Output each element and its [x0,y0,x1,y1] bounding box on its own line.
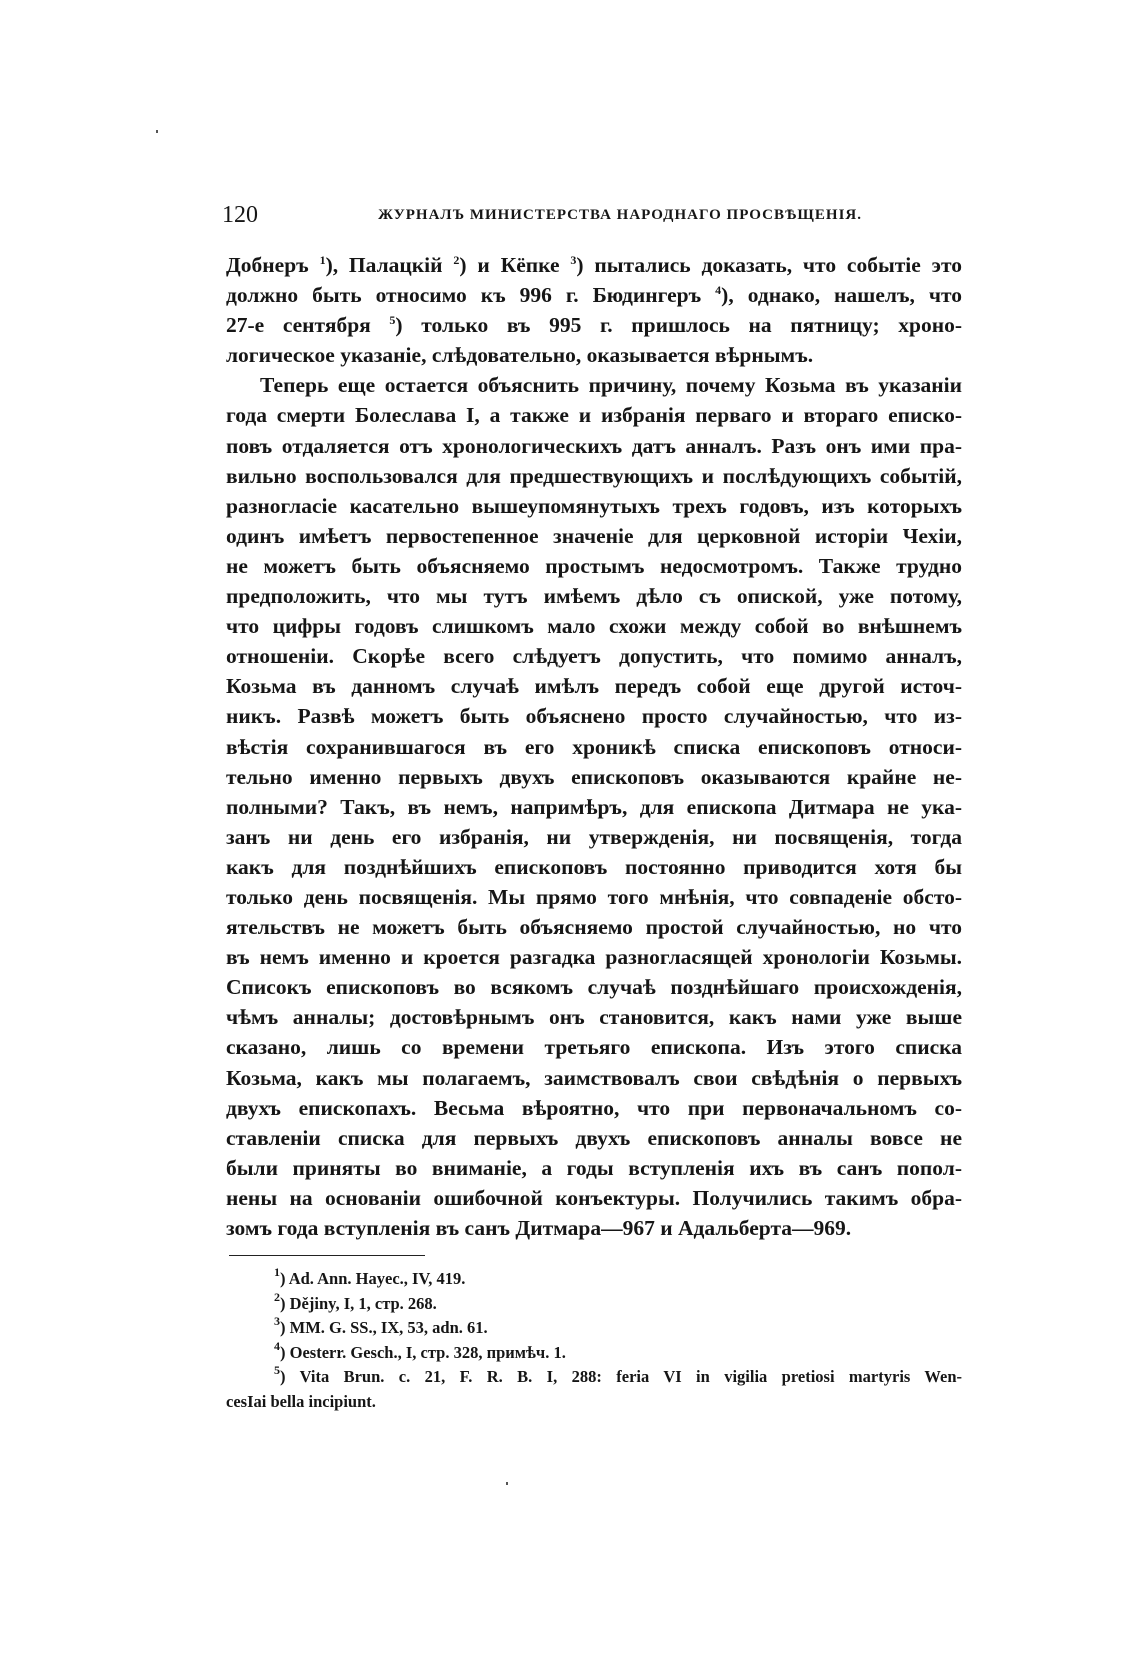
running-title: ЖУРНАЛЪ МИНИСТЕРСТВА НАРОДНАГО ПРОСВѢЩЕНІЯ. [378,207,862,223]
text-segment: Козьма, какъ мы полагаемъ, заимствовалъ свои свѣдѣнія о первыхъ [226,1065,962,1090]
text-line [226,581,962,611]
footnote [226,1390,962,1415]
text-line [226,1093,962,1123]
footnote-ref: 1 [319,253,326,267]
text-segment: тельно именно первыхъ двухъ епископовъ оказываются крайне не- [226,764,962,789]
text-line [226,701,962,731]
text-line [226,1213,962,1243]
text-line [226,1123,962,1153]
text-segment: только день посвященія. Мы прямо того мнѣнія, что совпаденіе обсто- [226,884,962,909]
footnote [226,1365,962,1390]
footnote-ref: 2 [453,253,460,267]
text-line [226,1183,962,1213]
footnotes [226,1267,962,1414]
text-line [226,431,962,461]
scan-speck [156,130,158,133]
text-segment: Теперь еще остается объяснить причину, почему Козьма въ указаніи [260,373,962,398]
page-header [222,200,862,230]
text-line [226,340,962,370]
text-line [226,400,962,430]
text-line [226,611,962,641]
text-segment: полными? Такъ, въ немъ, напримѣръ, для епископа Дитмара не ука- [226,794,962,819]
text-line [226,762,962,792]
text-segment: что цифры годовъ слишкомъ мало схожи между собой во внѣшнемъ [226,614,962,639]
footnote-number: 1 [274,1265,280,1279]
text-line [226,1032,962,1062]
footnote-separator [229,1255,425,1256]
scan-speck [506,1482,508,1485]
text-segment: ) только въ 995 г. пришлось на пятницу; хроно- [395,313,962,338]
text-segment: ), Палацкій [325,253,454,277]
text-segment: ), однако, нашелъ, что [721,283,962,308]
text-segment: Добнеръ [226,253,320,277]
text-segment: вильно воспользовался для предшествующихъ и послѣдующихъ событій, [226,463,962,488]
text-segment: повъ отдаляется отъ хронологическихъ датъ анналъ. Разъ онъ ими пра- [226,433,962,458]
text-segment: Списокъ епископовъ во всякомъ случаѣ позднѣйшаго происхожденія, [226,975,962,1000]
text-segment: вѣстія сохранившагося въ его хроникѣ списка епископовъ относи- [226,734,962,759]
footnote-number: 4 [274,1338,280,1353]
text-line [226,732,962,762]
footnote-text: ) Vita Brun. c. 21, F. R. B. I, 288: feria VI in vigilia pretiosi martyris Wen- [280,1367,962,1386]
text-segment: сказано, лишь со времени третьяго епископа. Изъ этого списка [226,1035,962,1060]
footnote-ref: 3 [570,253,577,267]
text-segment: ) пытались доказать, что событіе это [576,253,962,277]
text-segment: ) и Кёпке [459,253,571,277]
footnote-text: cesIai bella incipiunt. [226,1391,376,1411]
text-segment: никъ. Развѣ можетъ быть объяснено просто случайностью, что из- [226,704,962,729]
footnote-number: 3 [274,1314,280,1328]
text-line [226,822,962,852]
footnote-ref: 4 [715,283,722,298]
text-line [226,942,962,972]
footnote-text: ) Ad. Ann. Hayec., IV, 419. [280,1269,466,1288]
text-line [226,250,962,280]
text-segment: отношеніи. Скорѣе всего слѣдуетъ допустить, что помимо анналъ, [226,644,962,669]
text-segment: 27-е сентября [226,313,390,338]
text-line [226,912,962,942]
footnote-number: 2 [274,1289,280,1304]
footnote-text: ) MM. G. SS., IX, 53, adn. 61. [280,1318,488,1337]
text-segment: зомъ года вступленія въ санъ Дитмара—967 и Адальберта—969. [226,1216,852,1240]
text-segment: ятельствъ не можетъ быть объясняемо простой случайностью, но что [226,915,962,940]
text-segment: какъ для позднѣйшихъ епископовъ постоянно приводится хотя бы [226,854,962,879]
text-segment: занъ ни день его избранія, ни утвержденія, ни посвященія, тогда [226,824,962,849]
footnote-ref: 5 [389,313,396,328]
text-segment: ставленіи списка для первыхъ двухъ епископовъ анналы вовсе не [226,1125,962,1150]
page-number: 120 [222,202,258,228]
text-line [226,972,962,1002]
text-line [226,1002,962,1032]
footnote [226,1316,962,1341]
footnote [226,1289,962,1317]
text-segment: разногласіе касательно вышеупомянутыхъ трехъ годовъ, изъ которыхъ [226,493,962,518]
text-segment: логическое указаніе, слѣдовательно, оказывается вѣрнымъ. [226,343,814,368]
text-line [226,310,962,340]
footnote-text: ) Dějiny, I, 1, стр. 268. [280,1293,437,1313]
text-line [226,792,962,822]
text-line [226,852,962,882]
text-segment: чѣмъ анналы; достовѣрнымъ онъ становится, какъ нами уже выше [226,1005,962,1030]
text-segment: должно быть относимо къ 996 г. Бюдингеръ [226,283,716,308]
text-line [226,370,962,400]
text-segment: двухъ епископахъ. Весьма вѣроятно, что при первоначальномъ со- [226,1095,962,1120]
text-segment: въ немъ именно и кроется разгадка разногласящей хронологіи Козьмы. [226,945,962,970]
footnote [226,1267,962,1292]
text-segment: не можетъ быть объясняемо простымъ недосмотромъ. Также трудно [226,553,962,578]
text-segment: предположить, что мы тутъ имѣемъ дѣло съ опиской, уже потому, [226,584,962,609]
footnote [226,1338,962,1366]
text-line [226,461,962,491]
text-line [226,1063,962,1093]
text-segment: года смерти Болеслава I, а также и избранія перваго и втораго еписко- [226,403,962,428]
text-line [226,671,962,701]
text-line [226,491,962,521]
text-line [226,280,962,310]
text-line [226,521,962,551]
text-segment: Козьма въ данномъ случаѣ имѣлъ передъ собой еще другой источ- [226,674,962,699]
text-line [226,1153,962,1183]
text-line [226,551,962,581]
body-text [226,250,962,1243]
text-segment: были приняты во вниманіе, а годы вступленія ихъ въ санъ попол- [226,1155,962,1180]
text-line [226,641,962,671]
footnote-number: 5 [274,1363,280,1377]
footnote-text: ) Oesterr. Gesch., I, стр. 328, примѣч. 1. [280,1342,566,1362]
text-segment: одинъ имѣетъ первостепенное значеніе для церковной исторіи Чехіи, [226,523,962,548]
text-line [226,882,962,912]
text-segment: нены на основаніи ошибочной конъектуры. Получились такимъ обра- [226,1185,962,1210]
